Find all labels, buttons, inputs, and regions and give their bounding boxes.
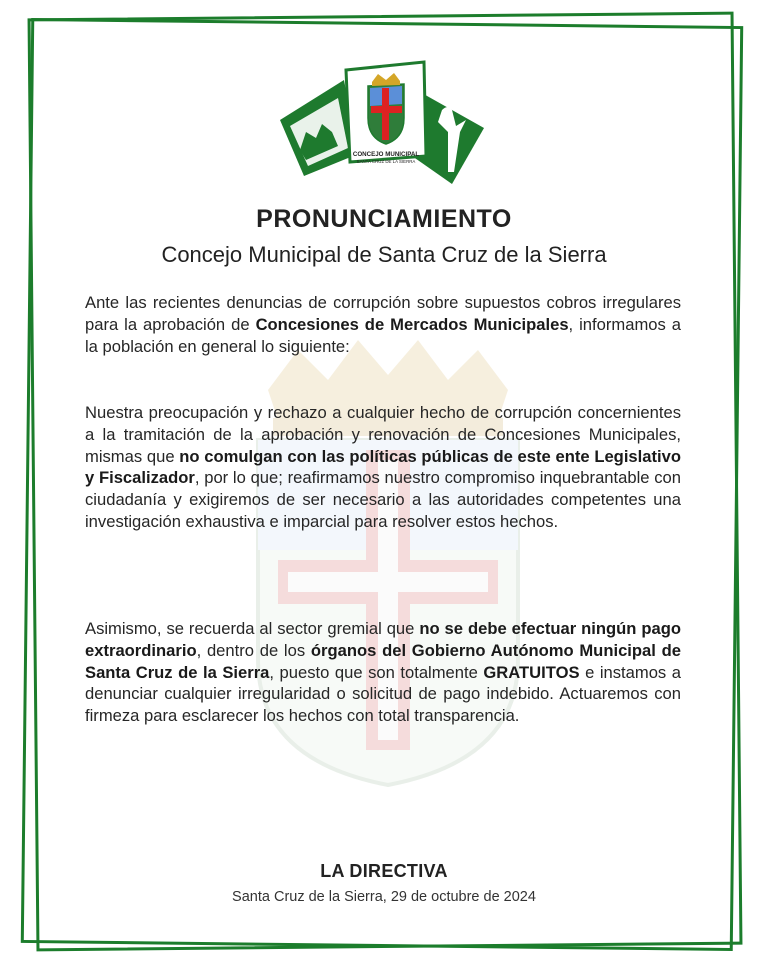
text-segment: e instamos a denunciar cualquier irregularidad o solicitud de pago indebido. Actuaremos con firmeza para esclarecer los hechos con total transparencia. — [85, 662, 681, 726]
paragraph-intro — [85, 292, 681, 357]
text-segment: , informamos a la población en general lo siguiente: — [85, 314, 681, 356]
paragraph-reminder — [85, 618, 681, 727]
bold-segment: no comulgan con las políticas públicas de este ente Legislativo y Fiscalizador — [85, 446, 681, 488]
text-segment: Asimismo, se recuerda al sector gremial que — [85, 619, 420, 638]
bold-segment: Concesiones de Mercados Municipales — [255, 314, 569, 334]
signature: LA DIRECTIVA — [320, 861, 448, 881]
text-segment: , puesto que son totalmente — [269, 662, 484, 682]
document-title: PRONUNCIAMIENTO — [256, 205, 512, 233]
text-segment: Nuestra preocupación y rechazo a cualquier hecho de corrupción concernientes a la tramitación de la aprobación y renovación de Concesiones Municipales, mismas que — [85, 403, 681, 466]
text-segment: , por lo que; reafirmamos nuestro compromiso inquebrantable con ciudadanía y exigiremos de ser necesario a las autoridades competentes una investigación exhaustiva e imparcial para resolver estos hechos. — [85, 468, 681, 531]
paragraph-concern — [85, 402, 681, 533]
text-segment: , dentro de los — [196, 640, 311, 660]
concejo-municipal-logo-icon — [276, 58, 490, 190]
bold-segment: no se debe efectuar ningún pago extraordinario — [85, 619, 682, 660]
logo-subtext: SANTA CRUZ DE LA SIERRA — [356, 159, 416, 164]
text-segment: Ante las recientes denuncias de corrupción sobre supuestos cobros irregulares para la aprobación de — [85, 293, 681, 334]
bold-segment: GRATUITOS — [483, 662, 580, 682]
logo-text: CONCEJO MUNICIPAL — [352, 151, 420, 158]
bold-segment: órganos del Gobierno Autónomo Municipal de Santa Cruz de la Sierra — [85, 640, 681, 682]
place-date: Santa Cruz de la Sierra, 29 de octubre de 2024 — [232, 889, 536, 905]
document-subtitle: Concejo Municipal de Santa Cruz de la Sierra — [161, 242, 607, 267]
